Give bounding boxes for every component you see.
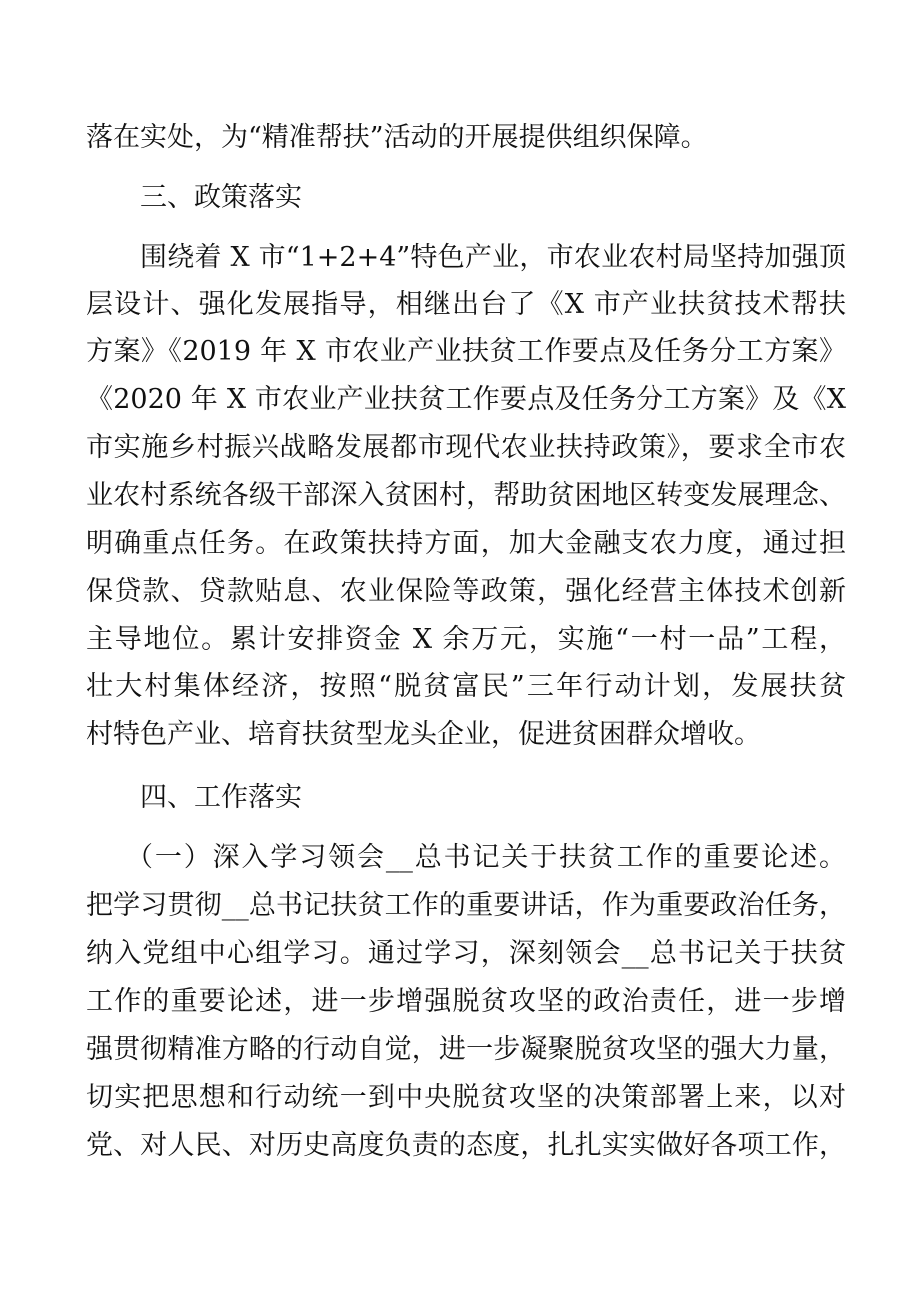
paragraph-line: 村特色产业、培育扶贫型龙头企业，促进贫困群众增收。 <box>86 719 761 750</box>
paragraph-line: 切实把思想和行动统一到中央脱贫攻坚的决策部署上来，以对 <box>86 1082 846 1113</box>
paragraph-line: 方案》《2019 年 X 市农业产业扶贫工作要点及任务分工方案》 <box>86 336 846 367</box>
paragraph-line: 市实施乡村振兴战略发展都市现代农业扶持政策》，要求全市农 <box>86 432 846 463</box>
paragraph-line: 业农村系统各级干部深入贫困村，帮助贫困地区转变发展理念、 <box>86 480 846 511</box>
subsection-heading-study: （一）深入学习领会__总书记关于扶贫工作的重要论述。 <box>126 842 846 873</box>
paragraph-line: 主导地位。累计安排资金 X 余万元，实施“一村一品”工程， <box>86 624 846 655</box>
paragraph-line: 工作的重要论述，进一步增强脱贫攻坚的政治责任，进一步增 <box>86 986 846 1017</box>
paragraph-line: 落在实处，为“精准帮扶”活动的开展提供组织保障。 <box>86 122 708 153</box>
paragraph-line: 强贯彻精准方略的行动自觉，进一步凝聚脱贫攻坚的强大力量， <box>86 1034 846 1065</box>
paragraph-line: 纳入党组中心组学习。通过学习，深刻领会__总书记关于扶贫 <box>86 938 846 969</box>
paragraph-line: 壮大村集体经济，按照“脱贫富民”三年行动计划，发展扶贫 <box>86 671 846 702</box>
section-heading-policy: 三、政策落实 <box>140 182 302 213</box>
paragraph-line: 《2020 年 X 市农业产业扶贫工作要点及任务分工方案》及《X <box>86 384 846 415</box>
paragraph-line: 围绕着 X 市“1+2+4”特色产业，市农业农村局坚持加强顶 <box>140 242 846 273</box>
section-heading-work: 四、工作落实 <box>140 782 302 813</box>
paragraph-line: 保贷款、贷款贴息、农业保险等政策，强化经营主体技术创新 <box>86 576 846 607</box>
paragraph-line: 党、对人民、对历史高度负责的态度，扎扎实实做好各项工作， <box>86 1130 846 1161</box>
paragraph-line: 明确重点任务。在政策扶持方面，加大金融支农力度，通过担 <box>86 528 846 559</box>
paragraph-line: 层设计、强化发展指导，相继出台了《X 市产业扶贫技术帮扶 <box>86 289 846 320</box>
paragraph-line: 把学习贯彻__总书记扶贫工作的重要讲话，作为重要政治任务， <box>86 890 846 921</box>
